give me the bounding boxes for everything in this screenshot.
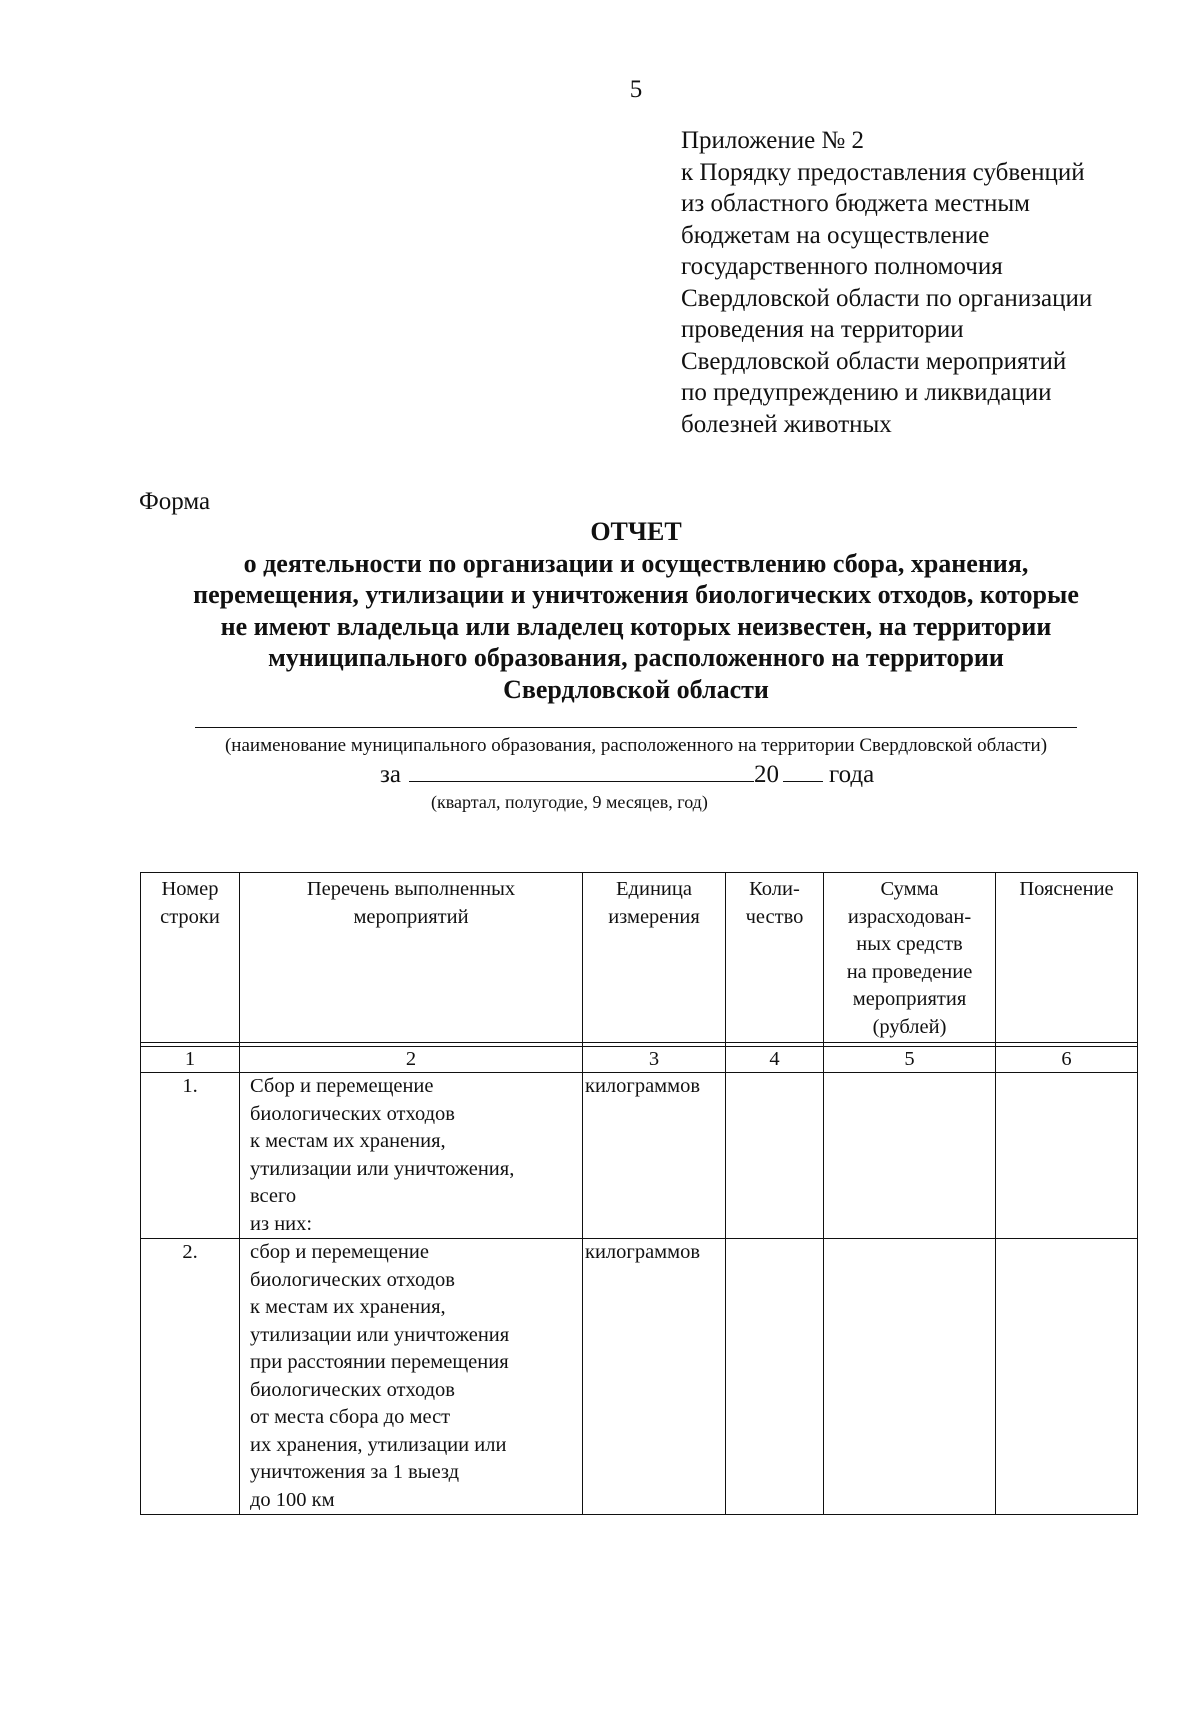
report-title: ОТЧЕТ [590,517,682,546]
appendix-line: по предупреждению и ликвидации [681,379,1052,406]
column-number: 6 [996,1047,1138,1073]
municipality-caption: (наименование муниципального образования, расположенного на территории Свердловской области) [224,735,1048,756]
table-header-row [141,873,1138,1043]
table-row [141,1239,1138,1515]
page-number: 5 [629,76,643,103]
row-number: 2. [141,1239,240,1515]
appendix-block [681,125,1161,440]
report-subtitle-line: перемещения, утилизации и уничтожения биологических отходов, которые [193,580,1079,609]
report-subtitle-line: не имеют владельца или владелец которых неизвестен, на территории [220,611,1052,641]
period-caption: (квартал, полугодие, 9 месяцев, год) [431,792,708,812]
column-number: 3 [583,1047,726,1073]
report-table [140,872,1138,1515]
quantity-cell[interactable] [726,1239,824,1515]
header-note: Пояснение [996,873,1138,1043]
row-number: 1. [141,1073,240,1239]
quantity-cell[interactable] [726,1073,824,1239]
column-number: 5 [824,1047,996,1073]
unit-cell: килограммов [583,1239,726,1515]
report-title-block [0,516,1200,705]
column-number-row [141,1047,1138,1073]
period-prefix: за [380,761,401,788]
header-unit: Единица измерения [583,873,726,1043]
unit-cell: килограммов [583,1073,726,1239]
period-row [380,759,874,789]
header-row-number: Номер строки [141,873,240,1043]
period-year-prefix: 20 [753,761,779,788]
column-number: 4 [726,1047,824,1073]
report-subtitle-line: о деятельности по организации и осуществлению сбора, хранения, [243,548,1029,578]
table-row [141,1073,1138,1239]
appendix-line: проведения на территории [681,316,964,343]
period-field[interactable] [409,759,754,782]
amount-cell[interactable] [824,1239,996,1515]
header-amount: Сумма израсходован- ных средств на проведение мероприятия (рублей) [824,873,996,1043]
report-subtitle-line: Свердловской области [503,674,769,704]
form-label: Форма [139,488,211,515]
municipality-name-field[interactable] [195,727,1077,728]
report-subtitle-line: муниципального образования, расположенного на территории [268,643,1004,672]
appendix-line: Свердловской области по организации [681,284,1093,312]
appendix-line: Приложение № 2 [681,127,865,154]
activity-cell: сбор и перемещение биологических отходов к местам их хранения, утилизации или уничтожения при расстоянии перемещения биологических отходов от места сбора до мест их хранения, утилизации или уничтожения за 1 выезд до 100 км [240,1239,583,1515]
header-quantity: Коли- чество [726,873,824,1043]
appendix-line: болезней животных [681,410,892,438]
appendix-line: из областного бюджета местным [681,190,1030,217]
appendix-line: государственного полномочия [681,253,1003,280]
activity-cell: Сбор и перемещение биологических отходов к местам их хранения, утилизации или уничтожения, всего из них: [240,1073,583,1239]
note-cell[interactable] [996,1073,1138,1239]
period-suffix: года [828,761,875,788]
column-number: 2 [240,1047,583,1073]
amount-cell[interactable] [824,1073,996,1239]
appendix-line: Свердловской области мероприятий [681,347,1067,375]
header-activities: Перечень выполненных мероприятий [240,873,583,1043]
note-cell[interactable] [996,1239,1138,1515]
column-number: 1 [141,1047,240,1073]
appendix-line: бюджетам на осуществление [681,221,990,249]
appendix-line: к Порядку предоставления субвенций [681,158,1085,186]
year-field[interactable] [783,759,823,782]
